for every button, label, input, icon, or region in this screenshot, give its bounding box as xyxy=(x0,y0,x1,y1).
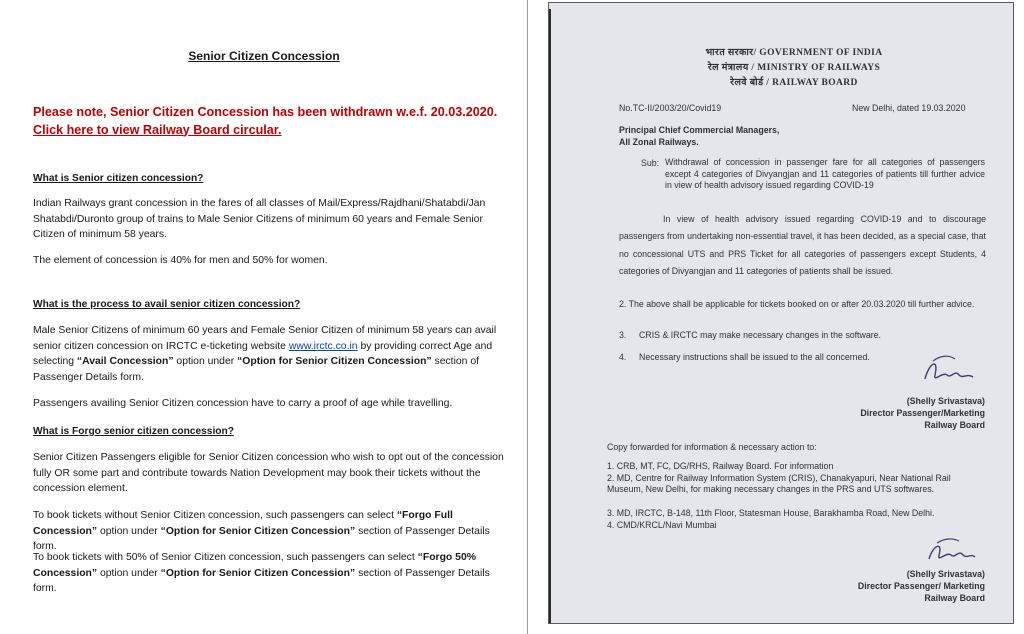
copy-item-1: 1. CRB, MT, FC, DG/RHS, Railway Board. For information xyxy=(607,461,834,471)
para-3-number: 3. xyxy=(619,330,627,340)
p6-bold: “Forgo Full Concession” xyxy=(33,510,453,537)
signatory-2-organisation: Railway Board xyxy=(924,593,985,603)
p3-bold: “Option for Senior Citizen Concession” xyxy=(237,356,432,368)
answer-paragraph-6 xyxy=(33,508,511,555)
p3-bold: “Avail Concession” xyxy=(76,356,174,368)
addressee-line-1: Principal Chief Commercial Managers, xyxy=(619,125,780,135)
circular-body-para-1: In view of health advisory issued regarding COVID-19 and to discourage passengers from undertaking non-essential travel, it has been decided, as a special case, that no concessional UTS and PRS Ticket for all categories of passengers except Students, 4 categories of Divyangjan and 11 categories of patients shall be issued. xyxy=(619,214,986,276)
p6-text: To book tickets without Senior Citizen concession, such passengers can select xyxy=(33,510,397,521)
copy-item-3: 3. MD, IRCTC, B-148, 11th Floor, Statesman House, Barakhamba Road, New Delhi. xyxy=(607,508,935,518)
signature-mark-1 xyxy=(919,353,979,387)
p6-text: section of Passenger Details form. xyxy=(33,525,490,553)
p7-text: section of Passenger Details form. xyxy=(33,567,490,595)
page-title: Senior Citizen Concession xyxy=(188,49,340,63)
para-4-number: 4. xyxy=(619,352,627,362)
answer-paragraph-4: Passengers availing Senior Citizen concession have to carry a proof of age while travelling. xyxy=(33,398,453,409)
copy-item-4: 4. CMD/KRCL/Navi Mumbai xyxy=(607,520,717,530)
circular-body-para-4: Necessary instructions shall be issued to the all concerned. xyxy=(639,352,870,362)
letterhead-line-2: रेल मंत्रालय / MINISTRY OF RAILWAYS xyxy=(707,63,881,73)
answer-paragraph-2: The element of concession is 40% for men and 50% for women. xyxy=(33,255,328,266)
addressee-line-2: All Zonal Railways. xyxy=(619,137,699,147)
answer-paragraph-7 xyxy=(33,550,511,597)
reference-number: No.TC-II/2003/20/Covid19 xyxy=(619,103,722,113)
p6-text: option under xyxy=(97,525,161,537)
letterhead-line-1: भारत सरकार/ GOVERNMENT OF INDIA xyxy=(705,48,883,58)
signatory-title: Director Passenger/Marketing xyxy=(860,408,985,418)
subject-label: Sub: xyxy=(641,158,660,168)
subject-text: Withdrawal of concession in passenger fare for all categories of passengers except 4 categories of Divyangjan and 11 categories of patients till further advice in view of health advisory issued regarding COVID-19 xyxy=(665,157,985,190)
answer-paragraph-3 xyxy=(33,323,511,385)
copy-forwarded-heading: Copy forwarded for information & necessary action to: xyxy=(607,442,817,452)
answer-paragraph-5: Senior Citizen Passengers eligible for Senior Citizen concession who wish to opt out of the concession fully OR some part and contribute towards Nation Development may book their tickets without the concession element. xyxy=(33,452,504,495)
p7-text: option under xyxy=(97,567,161,579)
circular-body-para-2: 2. The above shall be applicable for tickets booked on or after 20.03.2020 till further advice. xyxy=(619,299,975,309)
p7-text: To book tickets with 50% of Senior Citizen concession, such passengers can select xyxy=(33,552,418,563)
circular-body-para-3: CRIS & IRCTC may make necessary changes in the software. xyxy=(639,330,882,340)
question-heading-1: What is Senior citizen concession? xyxy=(33,173,204,184)
signatory-organisation: Railway Board xyxy=(924,420,985,430)
p7-bold: “Forgo 50% Concession” xyxy=(33,552,476,579)
answer-paragraph-1: Indian Railways grant concession in the fares of all classes of Mail/Express/Rajdhani/Shatabdi/Jan Shatabdi/Duronto group of trains to Male Senior Citizens of minimum 60 years and Female Senior Citizen of minimum 58 years. xyxy=(33,198,486,241)
railway-board-circular-image xyxy=(548,2,1014,624)
withdrawal-notice-text: Please note, Senior Citizen Concession has been withdrawn w.e.f. 20.03.2020. xyxy=(33,105,498,119)
signatory-2-name: (Shelly Srivastava) xyxy=(906,569,985,579)
p3-text: Male Senior Citizens of minimum 60 years and Female Senior Citizen of minimum 58 years can avail senior citizen concession on IRCTC e-ticketing website xyxy=(33,325,497,352)
question-heading-2: What is the process to avail senior citizen concession? xyxy=(33,299,301,310)
view-circular-link[interactable]: Click here to view Railway Board circular. xyxy=(33,122,282,137)
question-heading-3: What is Forgo senior citizen concession? xyxy=(33,426,234,437)
p3-text: by providing correct Age and selecting xyxy=(33,340,493,368)
p6-bold: “Option for Senior Citizen Concession” xyxy=(160,525,356,537)
p3-text: section of Passenger Details form. xyxy=(33,356,479,383)
p7-bold: “Option for Senior Citizen Concession” xyxy=(160,567,356,579)
scan-edge-shadow xyxy=(548,9,551,623)
signature-mark-2 xyxy=(923,537,979,565)
signatory-2-title: Director Passenger/ Marketing xyxy=(857,581,985,591)
copy-item-2: 2. MD, Centre for Railway Information System (CRIS), Chanakyapuri, Near National Rail Museum, New Delhi, for making necessary changes in the PRS and UTS softwares. xyxy=(607,473,951,494)
circular-date: New Delhi, dated 19.03.2020 xyxy=(852,103,966,113)
irctc-website-link[interactable]: www.irctc.co.in xyxy=(288,340,358,352)
signatory-name: (Shelly Srivastava) xyxy=(906,396,985,406)
withdrawal-notice xyxy=(33,104,513,139)
p3-text: option under xyxy=(173,356,238,368)
letterhead-line-3: रेलवे बोर्ड / RAILWAY BOARD xyxy=(730,78,858,88)
